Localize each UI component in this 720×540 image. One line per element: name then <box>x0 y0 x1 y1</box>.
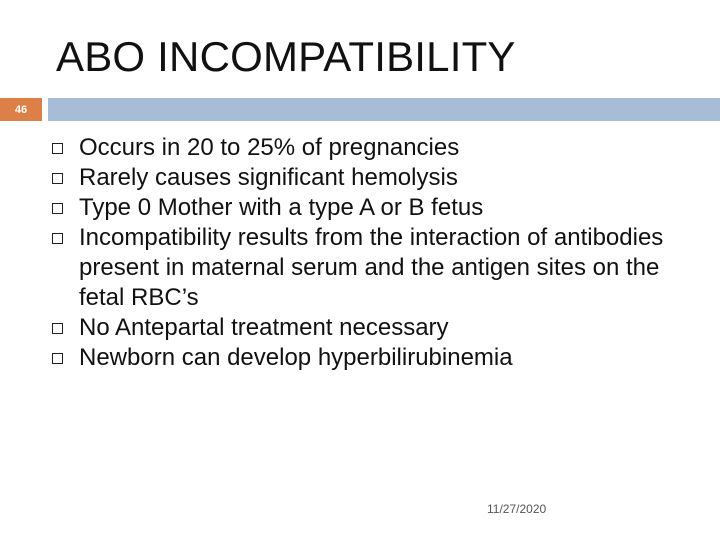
bullet-text: Occurs in 20 to 25% of pregnancies <box>79 134 460 161</box>
bullet-item <box>52 163 702 193</box>
bullet-item <box>52 133 702 163</box>
square-bullet-icon <box>52 173 63 184</box>
bullet-item <box>52 313 702 343</box>
square-bullet-icon <box>52 323 63 334</box>
square-bullet-icon <box>52 353 63 364</box>
square-bullet-icon <box>52 233 63 244</box>
square-bullet-icon <box>52 203 63 214</box>
title-rule-bar <box>48 98 720 121</box>
bullet-item <box>52 223 702 313</box>
bullet-item <box>52 343 702 373</box>
slide-number: 46 <box>0 98 42 121</box>
bullet-text: No Antepartal treatment necessary <box>79 314 449 341</box>
bullet-text: Newborn can develop hyperbilirubinemia <box>79 344 513 371</box>
bullet-list <box>52 133 702 373</box>
bullet-text: Type 0 Mother with a type A or B fetus <box>79 194 484 221</box>
slide-title: ABO INCOMPATIBILITY <box>56 33 516 80</box>
bullet-text: Incompatibility results from the interaction of antibodies present in maternal serum and the antigen sites on the fetal RBC’s <box>79 224 664 311</box>
bullet-item <box>52 193 702 223</box>
square-bullet-icon <box>52 143 63 154</box>
slide-date: 11/27/2020 <box>487 502 547 516</box>
bullet-text: Rarely causes significant hemolysis <box>79 164 458 191</box>
